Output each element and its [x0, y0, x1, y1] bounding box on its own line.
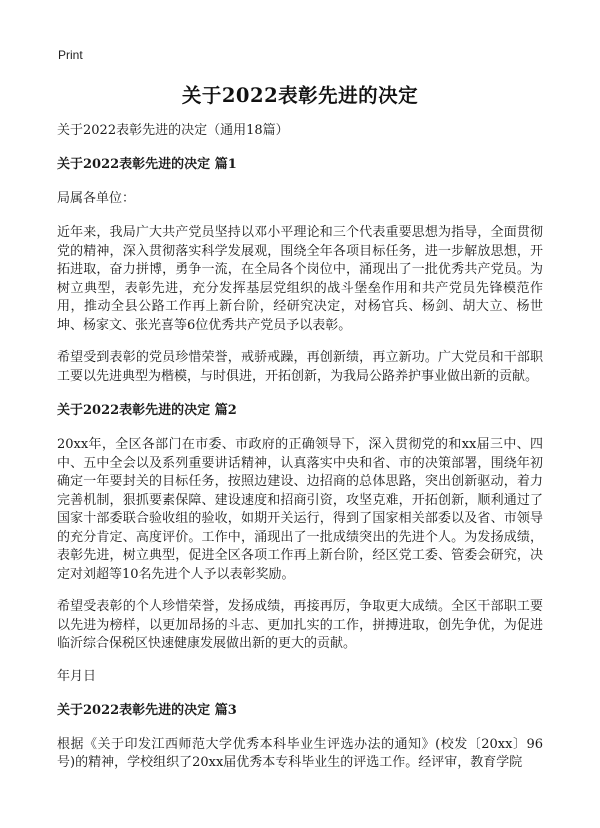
section-3-paragraph-1: 根据《关于印发江西师范大学优秀本科毕业生评选办法的通知》(校发〔20xx〕96号)的精神，学校组织了20xx届优秀本专科毕业生的评选工作。经评审，教育学院 — [57, 736, 543, 770]
section-heading-2: 关于2022表彰先进的决定 篇2 — [57, 403, 237, 418]
document-subtitle: 关于2022表彰先进的决定（通用18篇） — [57, 123, 289, 138]
print-link[interactable]: Print — [58, 48, 83, 62]
section-2-date: 年月日 — [57, 668, 97, 684]
section-1-paragraph-2: 希望受到表彰的党员珍惜荣誉，戒骄戒躁，再创新绩，再立新功。广大党员和干部职工要以先进典型为楷模，与时俱进，开拓创新，为我局公路养护事业做出新的贡献。 — [57, 350, 543, 384]
salutation: 局属各单位： — [57, 191, 136, 206]
section-1-paragraph-1: 近年来，我局广大共产党员坚持以邓小平理论和三个代表重要思想为指导，全面贯彻党的精神，深入贯彻落实科学发展观，围绕全年各项目标任务，进一步解放思想，开拓进取，奋力拼博，勇争一流，在全局各个岗位中，涌现出了一批优秀共产党员。为树立典型，表彰先进，充分发挥基层党组织的战斗堡垒作用和共产党员先锋模范作用，推动全县公路工作再上新台阶，经研究决定，对杨官兵、杨剑、胡大立、杨世坤、杨家文、张光喜等6位优秀共产党员予以表彰。 — [57, 225, 543, 333]
section-2-paragraph-2: 希望受表彰的个人珍惜荣誉，发扬成绩，再接再厉，争取更大成绩。全区干部职工要以先进为榜样，以更加昂扬的斗志、更加扎实的工作，拼搏进取，创先争优，为促进临沂综合保税区快速健康发展做出新的更大的贡献。 — [57, 599, 543, 651]
section-heading-3: 关于2022表彰先进的决定 篇3 — [57, 702, 237, 718]
section-2-paragraph-1: 20xx年，全区各部门在市委、市政府的正确领导下，深入贯彻党的和xx届三中、四中、五中全会以及系列重要讲话精神，认真落实中央和省、市的决策部署，围绕年初确定一年要封关的目标任务，按照边建设、边招商的总体思路，突出创新驱动，着力完善机制，狠抓要素保障、建设速度和招商引资，攻坚克难，开拓创新，顺利通过了国家十部委联合验收组的验收，如期开关运行，得到了国家相关部委以及省、市领导的充分肯定、高度评价。工作中，涌现出了一批成绩突出的先进个人。为发扬成绩，表彰先进，树立典型，促进全区各项工作再上新台阶，经区党工委、管委会研究，决定对刘超等10名先进个人予以表彰奖励。 — [57, 437, 543, 582]
section-heading-1: 关于2022表彰先进的决定 篇1 — [57, 157, 237, 172]
document-title: 关于2022表彰先进的决定 — [181, 84, 419, 107]
document-body — [57, 122, 543, 773]
